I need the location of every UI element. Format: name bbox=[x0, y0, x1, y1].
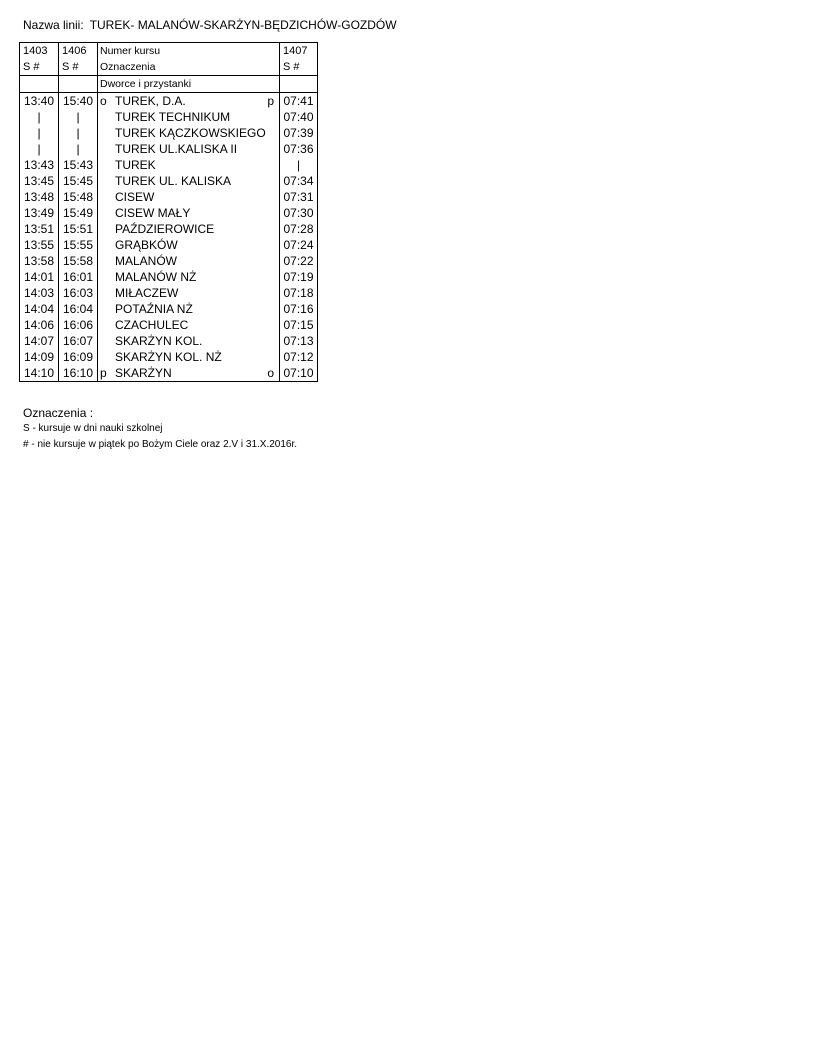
course-number-row bbox=[20, 43, 318, 60]
stop-cell bbox=[98, 333, 280, 349]
stop-row bbox=[20, 301, 318, 317]
departure-time-1406: | bbox=[59, 125, 98, 141]
stop-cell bbox=[98, 205, 280, 221]
departure-time-1407: 07:31 bbox=[280, 189, 318, 205]
stop-cell bbox=[98, 237, 280, 253]
stop-name: TUREK UL. KALISKA bbox=[115, 174, 232, 188]
stop-cell bbox=[98, 189, 280, 205]
stop-name: TUREK UL.KALISKA II bbox=[115, 142, 238, 156]
departure-time-1406: 15:51 bbox=[59, 221, 98, 237]
departure-time-1407: 07:40 bbox=[280, 109, 318, 125]
stop-name: MIŁACZEW bbox=[115, 286, 179, 300]
stop-row bbox=[20, 365, 318, 382]
departure-time-1406: 16:07 bbox=[59, 333, 98, 349]
stop-cell bbox=[98, 109, 280, 125]
stop-name: CISEW bbox=[115, 190, 155, 204]
departure-time-1406: | bbox=[59, 141, 98, 157]
departure-time-1407: 07:34 bbox=[280, 173, 318, 189]
stops-label-empty-2 bbox=[59, 76, 98, 93]
stop-cell bbox=[98, 365, 280, 382]
departure-time-1403: 13:48 bbox=[20, 189, 59, 205]
stop-cell bbox=[98, 349, 280, 365]
departure-time-1406: 15:45 bbox=[59, 173, 98, 189]
stop-row bbox=[20, 125, 318, 141]
stop-row bbox=[20, 221, 318, 237]
departure-time-1407: 07:19 bbox=[280, 269, 318, 285]
stop-flag-right: o bbox=[267, 366, 274, 380]
stops-label: Dworce i przystanki bbox=[98, 76, 280, 93]
stop-name: CISEW MAŁY bbox=[115, 206, 191, 220]
stop-cell bbox=[98, 141, 280, 157]
stop-cell bbox=[98, 173, 280, 189]
stop-row bbox=[20, 285, 318, 301]
course-number-1406: 1406 bbox=[59, 43, 98, 60]
stop-cell bbox=[98, 285, 280, 301]
departure-time-1407: | bbox=[280, 157, 318, 173]
stop-name: CZACHULEC bbox=[115, 318, 189, 332]
stop-row bbox=[20, 93, 318, 110]
legend-list bbox=[23, 421, 297, 453]
departure-time-1403: 14:09 bbox=[20, 349, 59, 365]
stop-row bbox=[20, 237, 318, 253]
stop-name: SKARŻYN KOL. bbox=[115, 334, 203, 348]
stops-label-row bbox=[20, 76, 318, 93]
stop-name: TUREK KĄCZKOWSKIEGO bbox=[115, 126, 266, 140]
stop-name: MALANÓW bbox=[115, 254, 178, 268]
markings-row bbox=[20, 59, 318, 76]
legend-title: Oznaczenia : bbox=[23, 406, 94, 420]
departure-time-1407: 07:13 bbox=[280, 333, 318, 349]
markings-label: Oznaczenia bbox=[98, 59, 280, 76]
departure-time-1407: 07:22 bbox=[280, 253, 318, 269]
stop-name: GRĄBKÓW bbox=[115, 238, 178, 252]
stop-name: SKARŻYN KOL. NŻ bbox=[115, 350, 222, 364]
legend-item-s: S - kursuje w dni nauki szkolnej bbox=[23, 423, 163, 434]
course-number-label: Numer kursu bbox=[98, 43, 280, 60]
stop-row bbox=[20, 141, 318, 157]
departure-time-1407: 07:41 bbox=[280, 93, 318, 110]
departure-time-1407: 07:15 bbox=[280, 317, 318, 333]
stop-row bbox=[20, 205, 318, 221]
departure-time-1407: 07:36 bbox=[280, 141, 318, 157]
departure-time-1406: | bbox=[59, 109, 98, 125]
departure-time-1406: 16:09 bbox=[59, 349, 98, 365]
stop-row bbox=[20, 317, 318, 333]
stop-name: SKARŻYN bbox=[115, 366, 172, 380]
stop-row bbox=[20, 349, 318, 365]
departure-time-1407: 07:12 bbox=[280, 349, 318, 365]
markings-1407: S # bbox=[280, 59, 318, 76]
departure-time-1406: 15:48 bbox=[59, 189, 98, 205]
departure-time-1406: 15:49 bbox=[59, 205, 98, 221]
departure-time-1407: 07:18 bbox=[280, 285, 318, 301]
departure-time-1407: 07:24 bbox=[280, 237, 318, 253]
departure-time-1403: 14:04 bbox=[20, 301, 59, 317]
stop-row bbox=[20, 269, 318, 285]
departure-time-1407: 07:16 bbox=[280, 301, 318, 317]
timetable bbox=[19, 42, 318, 382]
departure-time-1406: 15:43 bbox=[59, 157, 98, 173]
line-name-label: Nazwa linii: bbox=[23, 18, 84, 32]
departure-time-1403: | bbox=[20, 141, 59, 157]
departure-time-1403: 13:55 bbox=[20, 237, 59, 253]
markings-1406: S # bbox=[59, 59, 98, 76]
stops-label-empty-1 bbox=[20, 76, 59, 93]
stop-cell bbox=[98, 221, 280, 237]
departure-time-1407: 07:39 bbox=[280, 125, 318, 141]
stop-name: TUREK, D.A. bbox=[115, 94, 186, 108]
departure-time-1406: 16:03 bbox=[59, 285, 98, 301]
stop-cell bbox=[98, 301, 280, 317]
departure-time-1407: 07:10 bbox=[280, 365, 318, 382]
departure-time-1403: 13:43 bbox=[20, 157, 59, 173]
departure-time-1403: 13:49 bbox=[20, 205, 59, 221]
stop-cell bbox=[98, 93, 280, 110]
departure-time-1403: 14:06 bbox=[20, 317, 59, 333]
stop-cell bbox=[98, 317, 280, 333]
departure-time-1403: 14:01 bbox=[20, 269, 59, 285]
stop-row bbox=[20, 173, 318, 189]
line-name-value: TUREK- MALANÓW-SKARŻYN-BĘDZICHÓW-GOZDÓW bbox=[89, 18, 397, 32]
stop-row bbox=[20, 189, 318, 205]
departure-time-1403: 13:51 bbox=[20, 221, 59, 237]
stop-cell bbox=[98, 253, 280, 269]
departure-time-1406: 16:06 bbox=[59, 317, 98, 333]
departure-time-1407: 07:28 bbox=[280, 221, 318, 237]
course-number-1403: 1403 bbox=[20, 43, 59, 60]
line-name-header bbox=[23, 18, 397, 32]
departure-time-1403: 13:40 bbox=[20, 93, 59, 110]
stop-cell bbox=[98, 125, 280, 141]
departure-time-1403: 14:03 bbox=[20, 285, 59, 301]
stop-flag-left: o bbox=[100, 94, 107, 108]
stop-name: PAŹDZIEROWICE bbox=[115, 222, 215, 236]
legend-item-hash: # - nie kursuje w piątek po Bożym Ciele oraz 2.V i 31.X.2016r. bbox=[23, 439, 298, 450]
departure-time-1403: 14:10 bbox=[20, 365, 59, 382]
departure-time-1406: 16:01 bbox=[59, 269, 98, 285]
stop-name: TUREK TECHNIKUM bbox=[115, 110, 231, 124]
stop-cell bbox=[98, 269, 280, 285]
stop-cell bbox=[98, 157, 280, 173]
stop-name: TUREK bbox=[115, 158, 156, 172]
stop-row bbox=[20, 157, 318, 173]
departure-time-1406: 15:58 bbox=[59, 253, 98, 269]
departure-time-1403: 14:07 bbox=[20, 333, 59, 349]
departure-time-1407: 07:30 bbox=[280, 205, 318, 221]
stop-row bbox=[20, 109, 318, 125]
stop-flag-left: p bbox=[100, 366, 107, 380]
departure-time-1406: 15:55 bbox=[59, 237, 98, 253]
stop-row bbox=[20, 333, 318, 349]
departure-time-1406: 16:04 bbox=[59, 301, 98, 317]
departure-time-1403: 13:58 bbox=[20, 253, 59, 269]
departure-time-1403: | bbox=[20, 109, 59, 125]
stop-name: MALANÓW NŻ bbox=[115, 270, 197, 284]
stop-flag-right: p bbox=[267, 94, 274, 108]
stop-row bbox=[20, 253, 318, 269]
stop-name: POTAŹNIA NŻ bbox=[115, 302, 193, 316]
departure-time-1403: | bbox=[20, 125, 59, 141]
course-number-1407: 1407 bbox=[280, 43, 318, 60]
departure-time-1406: 16:10 bbox=[59, 365, 98, 382]
stops-label-empty-3 bbox=[280, 76, 318, 93]
departure-time-1406: 15:40 bbox=[59, 93, 98, 110]
departure-time-1403: 13:45 bbox=[20, 173, 59, 189]
markings-1403: S # bbox=[20, 59, 59, 76]
